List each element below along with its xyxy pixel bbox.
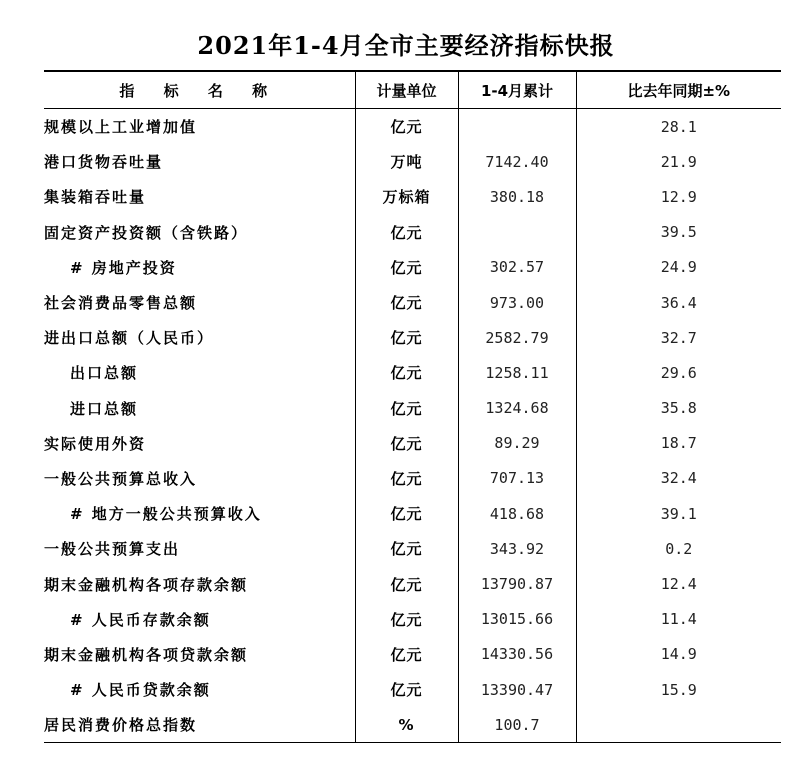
table-row xyxy=(44,320,781,355)
cumulative-value: 343.92 xyxy=(458,531,576,566)
table-row xyxy=(44,355,781,390)
yoy-change-value: 36.4 xyxy=(576,285,781,320)
indicator-name: 一般公共预算总收入 xyxy=(44,469,198,488)
report-title: 2021年1-4月全市主要经济指标快报 xyxy=(197,31,615,60)
yoy-change-value: 12.9 xyxy=(576,179,781,214)
unit-cell: 亿元 xyxy=(355,566,458,601)
unit-cell: 亿元 xyxy=(355,496,458,531)
yoy-change-value: 35.8 xyxy=(576,391,781,426)
cumulative-value: 13790.87 xyxy=(458,566,576,601)
table-row xyxy=(44,496,781,531)
yoy-change-value: 32.7 xyxy=(576,320,781,355)
table-row xyxy=(44,426,781,461)
indicator-name: 港口货物吞吐量 xyxy=(44,153,164,172)
cumulative-value: 89.29 xyxy=(458,426,576,461)
indicator-name: 居民消费价格总指数 xyxy=(44,707,355,743)
yoy-change-value: 29.6 xyxy=(576,355,781,390)
cumulative-value: 707.13 xyxy=(458,461,576,496)
header-yoy-change: 比去年同期±% xyxy=(576,71,781,109)
cumulative-value: 380.18 xyxy=(458,179,576,214)
unit-cell: 亿元 xyxy=(355,602,458,637)
unit-cell: 亿元 xyxy=(355,285,458,320)
indicator-name: # 人民币存款余额 xyxy=(70,610,211,629)
cumulative-value: 418.68 xyxy=(458,496,576,531)
yoy-change-value: 24.9 xyxy=(576,250,781,285)
indicator-name: 期末金融机构各项存款余额 xyxy=(44,575,249,594)
indicator-name: # 人民币贷款余额 xyxy=(70,681,211,700)
table-row xyxy=(44,602,781,637)
header-cumulative: 1-4月累计 xyxy=(458,71,576,109)
yoy-change-value: 28.1 xyxy=(576,109,781,145)
unit-cell: 亿元 xyxy=(355,461,458,496)
yoy-change-value: 12.4 xyxy=(576,566,781,601)
yoy-change-value: 39.1 xyxy=(576,496,781,531)
yoy-change-value: 32.4 xyxy=(576,461,781,496)
header-unit: 计量单位 xyxy=(355,71,458,109)
cumulative-value xyxy=(458,215,576,250)
table-row xyxy=(44,144,781,179)
indicator-name: 期末金融机构各项贷款余额 xyxy=(44,645,249,664)
table-row xyxy=(44,566,781,601)
unit-cell: % xyxy=(355,707,458,743)
yoy-change-value: 15.9 xyxy=(576,672,781,707)
cumulative-value: 302.57 xyxy=(458,250,576,285)
table-row xyxy=(44,250,781,285)
unit-cell: 亿元 xyxy=(355,250,458,285)
yoy-change-value: 0.2 xyxy=(576,531,781,566)
table-row xyxy=(44,391,781,426)
unit-cell: 万标箱 xyxy=(355,179,458,214)
indicator-name: 进出口总额（人民币） xyxy=(44,329,215,348)
cumulative-value: 973.00 xyxy=(458,285,576,320)
unit-cell: 亿元 xyxy=(355,320,458,355)
unit-cell: 亿元 xyxy=(355,637,458,672)
indicator-name: # 地方一般公共预算收入 xyxy=(70,505,262,524)
cumulative-value: 7142.40 xyxy=(458,144,576,179)
table-row xyxy=(44,637,781,672)
indicator-name: # 房地产投资 xyxy=(70,258,177,277)
table-body xyxy=(44,109,781,743)
indicator-name: 规模以上工业增加值 xyxy=(44,118,198,137)
table-header-row xyxy=(44,71,781,109)
table-row xyxy=(44,707,781,743)
unit-cell: 亿元 xyxy=(355,426,458,461)
indicators-table xyxy=(44,70,781,743)
unit-cell: 亿元 xyxy=(355,672,458,707)
indicator-name: 社会消费品零售总额 xyxy=(44,294,198,313)
indicator-name: 进口总额 xyxy=(70,399,139,418)
indicator-name: 一般公共预算支出 xyxy=(44,540,181,559)
cumulative-value: 1324.68 xyxy=(458,391,576,426)
yoy-change-value xyxy=(576,707,781,743)
table-row xyxy=(44,285,781,320)
cumulative-value: 13015.66 xyxy=(458,602,576,637)
yoy-change-value: 14.9 xyxy=(576,637,781,672)
cumulative-value: 2582.79 xyxy=(458,320,576,355)
table-row xyxy=(44,531,781,566)
table-row xyxy=(44,215,781,250)
unit-cell: 亿元 xyxy=(355,531,458,566)
yoy-change-value: 21.9 xyxy=(576,144,781,179)
yoy-change-value: 18.7 xyxy=(576,426,781,461)
yoy-change-value: 11.4 xyxy=(576,602,781,637)
cumulative-value: 100.7 xyxy=(458,707,576,743)
unit-cell: 亿元 xyxy=(355,109,458,145)
table-row xyxy=(44,179,781,214)
cumulative-value: 13390.47 xyxy=(458,672,576,707)
table-row xyxy=(44,672,781,707)
table-row xyxy=(44,461,781,496)
cumulative-value: 14330.56 xyxy=(458,637,576,672)
indicator-name: 实际使用外资 xyxy=(44,434,147,453)
indicator-name: 出口总额 xyxy=(70,364,139,383)
unit-cell: 万吨 xyxy=(355,144,458,179)
yoy-change-value: 39.5 xyxy=(576,215,781,250)
unit-cell: 亿元 xyxy=(355,215,458,250)
cumulative-value xyxy=(458,109,576,145)
table-row xyxy=(44,109,781,145)
indicator-name: 固定资产投资额（含铁路） xyxy=(44,223,249,242)
unit-cell: 亿元 xyxy=(355,391,458,426)
unit-cell: 亿元 xyxy=(355,355,458,390)
indicator-name: 集装箱吞吐量 xyxy=(44,188,147,207)
header-indicator-name: 指 标 名 称 xyxy=(44,71,355,109)
cumulative-value: 1258.11 xyxy=(458,355,576,390)
